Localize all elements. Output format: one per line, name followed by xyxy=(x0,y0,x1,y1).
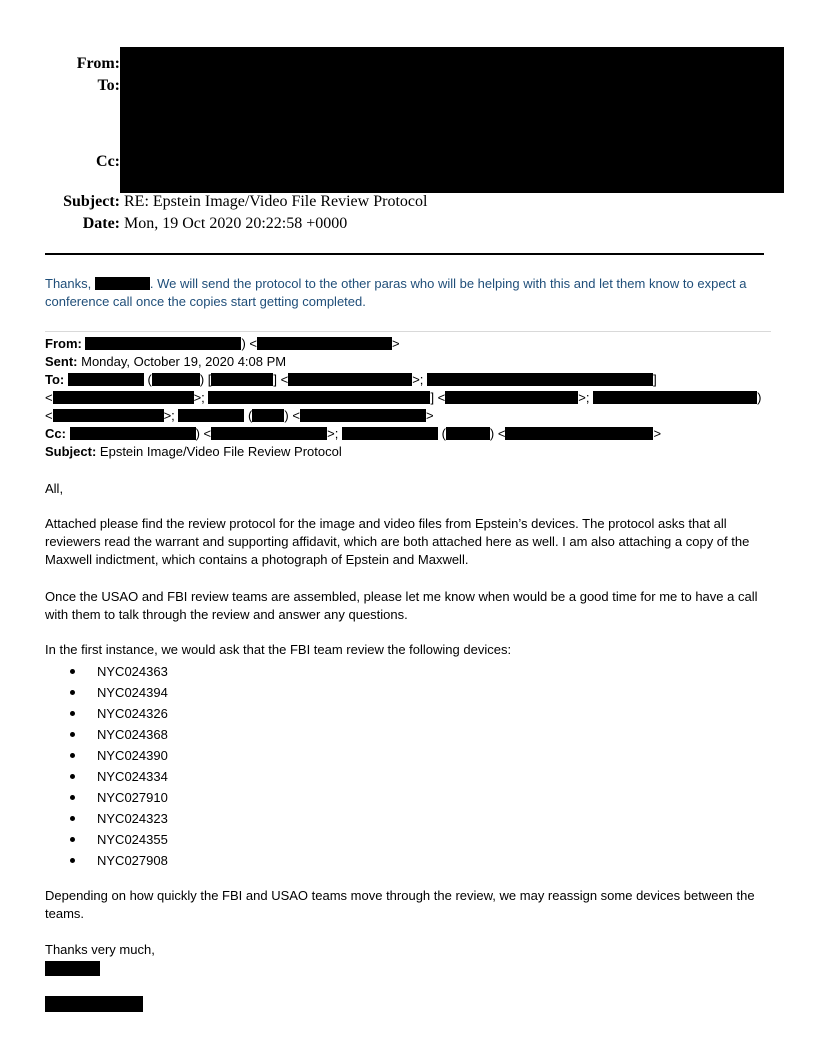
device-id: NYC024394 xyxy=(97,685,168,700)
bullet-icon xyxy=(70,753,75,758)
redacted-cc xyxy=(70,427,196,440)
orig-from-line xyxy=(45,335,400,353)
list-item xyxy=(65,703,168,724)
device-id: NYC024363 xyxy=(97,664,168,679)
greeting: All, xyxy=(45,481,64,496)
orig-to-label: To: xyxy=(45,372,65,387)
punct: >; xyxy=(163,408,175,423)
list-item xyxy=(65,661,168,682)
header-to-label: To: xyxy=(97,77,120,94)
punct: >; xyxy=(193,390,205,405)
device-id: NYC027908 xyxy=(97,853,168,868)
list-item xyxy=(65,745,168,766)
orig-sent-value: Monday, October 19, 2020 4:08 PM xyxy=(81,354,287,369)
punct: > xyxy=(653,426,662,441)
punct: ) [ xyxy=(199,372,212,387)
bullet-icon xyxy=(70,690,75,695)
orig-from-label: From: xyxy=(45,336,82,351)
punct: >; xyxy=(578,390,590,405)
redacted-cc xyxy=(505,427,653,440)
redacted-signature-name xyxy=(45,961,100,976)
redacted-recipient xyxy=(300,409,426,422)
redacted-cc xyxy=(211,427,327,440)
list-item xyxy=(65,766,168,787)
device-list xyxy=(65,661,168,871)
reply-message xyxy=(45,275,771,311)
redacted-recipient xyxy=(427,373,653,386)
bullet-icon xyxy=(70,711,75,716)
header-date-label: Date: xyxy=(82,215,120,232)
redacted-recipient xyxy=(211,373,273,386)
bullet-icon xyxy=(70,858,75,863)
device-id: NYC027910 xyxy=(97,790,168,805)
list-item xyxy=(65,808,168,829)
list-item xyxy=(65,724,168,745)
redacted-cc xyxy=(342,427,438,440)
body-paragraph-1: Attached please find the review protocol for the image and video files from Epstein’s devices. The protocol asks that all reviewers read the warrant and supporting affidavit, which are both attached here as well. I am also attaching a copy of the Maxwell indictment, which contains a photograph of Epstein and Maxwell. xyxy=(45,516,750,567)
punct: ) xyxy=(757,390,762,405)
bullet-icon xyxy=(70,732,75,737)
redacted-recipient xyxy=(178,409,244,422)
orig-sent-label: Sent: xyxy=(45,354,78,369)
redacted-recipient xyxy=(288,373,412,386)
punct: ( xyxy=(244,408,253,423)
punct: ( xyxy=(143,372,152,387)
reply-text-before: Thanks, xyxy=(45,276,95,291)
body-paragraph-2: Once the USAO and FBI review teams are assembled, please let me know when would be a good time for me to have a call with them to talk through the review and answer any questions. xyxy=(45,589,758,622)
orig-cc-line xyxy=(45,425,661,443)
redacted-recipient xyxy=(152,373,200,386)
redacted-cc xyxy=(446,427,490,440)
punct: >; xyxy=(412,372,424,387)
punct: > xyxy=(425,408,434,423)
redacted-name xyxy=(95,277,150,290)
redacted-recipient xyxy=(53,409,164,422)
orig-subject-line xyxy=(45,443,342,461)
redacted-signature-title xyxy=(45,996,143,1012)
header-divider xyxy=(45,253,764,255)
list-item xyxy=(65,682,168,703)
signoff: Thanks very much, xyxy=(45,942,155,957)
punct: > xyxy=(392,336,400,351)
device-id: NYC024390 xyxy=(97,748,168,763)
reply-divider xyxy=(45,331,771,332)
bullet-icon xyxy=(70,774,75,779)
device-id: NYC024326 xyxy=(97,706,168,721)
punct: ] xyxy=(653,372,657,387)
punct: >; xyxy=(327,426,339,441)
device-id: NYC024368 xyxy=(97,727,168,742)
orig-cc-label: Cc: xyxy=(45,426,66,441)
orig-subject-label: Subject: xyxy=(45,444,97,459)
bullet-icon xyxy=(70,837,75,842)
punct: < xyxy=(45,390,53,405)
bullet-icon xyxy=(70,816,75,821)
device-id: NYC024334 xyxy=(97,769,168,784)
redacted-sender-name xyxy=(85,337,241,350)
list-item xyxy=(65,787,168,808)
header-subject-value: RE: Epstein Image/Video File Review Protocol xyxy=(124,193,428,210)
redacted-sender-email xyxy=(257,337,392,350)
punct: < xyxy=(45,408,53,423)
redacted-recipient xyxy=(53,391,194,404)
orig-to-line-3 xyxy=(45,407,434,425)
header-from-label: From: xyxy=(76,55,120,72)
redacted-recipient xyxy=(593,391,757,404)
punct: ] < xyxy=(430,390,446,405)
redacted-recipient xyxy=(208,391,430,404)
orig-subject-value: Epstein Image/Video File Review Protocol xyxy=(99,444,342,459)
punct: ) < xyxy=(284,408,300,423)
orig-sent-line xyxy=(45,353,286,371)
body-paragraph-3: In the first instance, we would ask that the FBI team review the following devices: xyxy=(45,642,512,657)
redacted-recipient xyxy=(252,409,284,422)
punct: ) < xyxy=(195,426,212,441)
list-item xyxy=(65,850,168,871)
device-id: NYC024323 xyxy=(97,811,168,826)
body-paragraph-4: Depending on how quickly the FBI and USAO teams move through the review, we may reassign some devices between the teams. xyxy=(45,888,755,921)
punct: ) < xyxy=(241,336,258,351)
list-item xyxy=(65,829,168,850)
bullet-icon xyxy=(70,795,75,800)
bullet-icon xyxy=(70,669,75,674)
punct: ( xyxy=(437,426,446,441)
header-redaction-block xyxy=(120,47,784,193)
device-id: NYC024355 xyxy=(97,832,168,847)
orig-to-line-1 xyxy=(45,371,657,389)
header-subject-label: Subject: xyxy=(63,193,120,210)
reply-text-after: . We will send the protocol to the other paras who will be helping with this and let them know to expect a conference call once the copies start getting completed. xyxy=(45,276,747,309)
header-cc-label: Cc: xyxy=(96,153,120,170)
orig-to-line-2 xyxy=(45,389,761,407)
redacted-recipient xyxy=(68,373,144,386)
punct: ) < xyxy=(489,426,506,441)
redacted-recipient xyxy=(445,391,578,404)
punct: ] < xyxy=(273,372,289,387)
header-date-value: Mon, 19 Oct 2020 20:22:58 +0000 xyxy=(124,215,348,232)
